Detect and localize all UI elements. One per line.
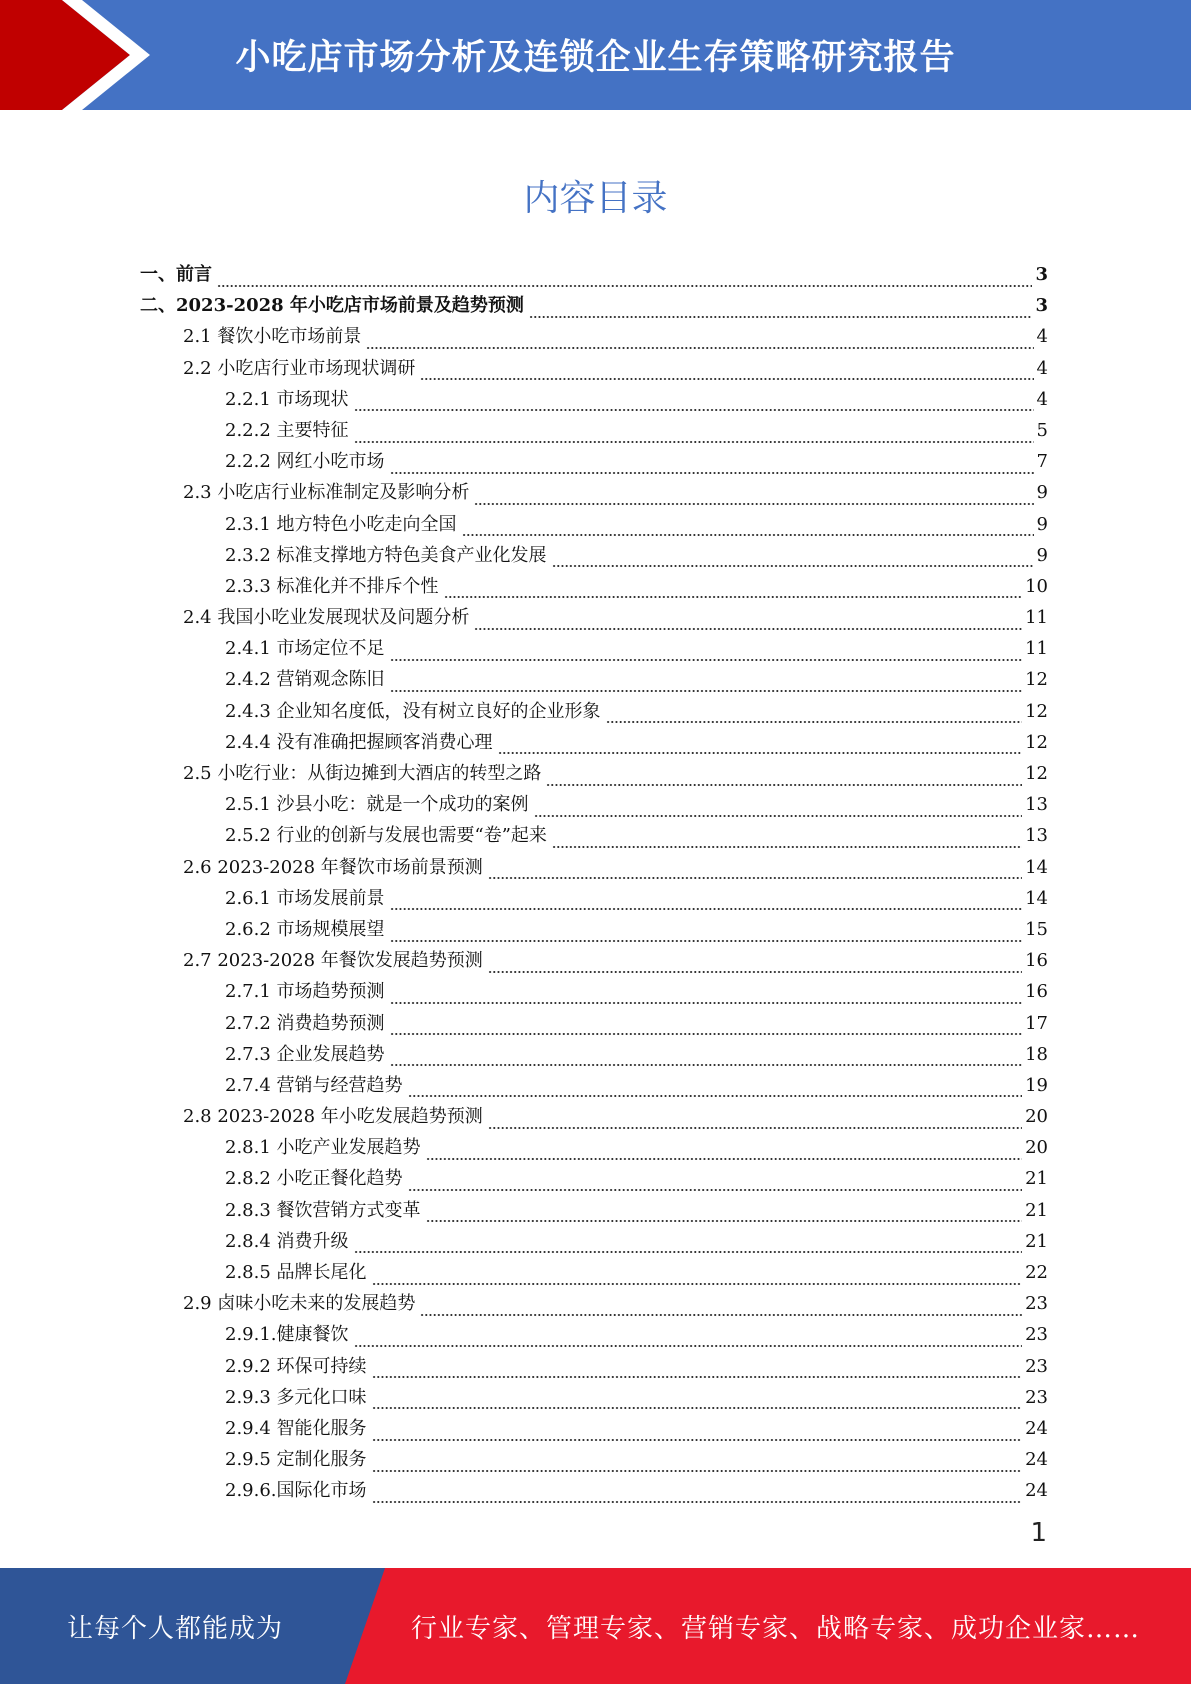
page-number: 1: [1030, 1518, 1047, 1548]
toc-entry-title: 2.6 2023-2028 年餐饮市场前景预测: [183, 856, 483, 878]
dot-leader: [390, 987, 1023, 1005]
toc-entry-title: 2.2.2 主要特征: [225, 419, 349, 441]
dot-leader: [390, 675, 1023, 693]
toc-entry-title: 2.5.2 行业的创新与发展也需要“卷”起来: [225, 825, 547, 847]
toc-entry-page: 7: [1036, 451, 1048, 473]
toc-entry-page: 24: [1025, 1417, 1048, 1439]
dot-leader: [217, 270, 1032, 288]
toc-entry[interactable]: [140, 1132, 1048, 1163]
toc-entry[interactable]: [140, 1351, 1048, 1382]
toc-entry-page: 3: [1035, 295, 1048, 317]
toc-entry-title: 一、前言: [140, 264, 212, 285]
dot-leader: [390, 1049, 1023, 1067]
toc-entry-page: 18: [1025, 1043, 1048, 1065]
toc-entry[interactable]: [140, 883, 1048, 914]
toc-entry-title: 2.8.5 品牌长尾化: [225, 1262, 367, 1283]
dot-leader: [372, 1455, 1023, 1473]
toc-entry-page: 16: [1025, 950, 1048, 972]
toc-entry-title: 2.8.4 消费升级: [225, 1230, 349, 1252]
page-header: [0, 0, 1191, 110]
toc-entry[interactable]: [140, 1382, 1048, 1413]
toc-entry-page: 14: [1025, 856, 1048, 878]
toc-entry-title: 2.6.2 市场规模展望: [225, 918, 385, 940]
toc-entry-title: 2.7.1 市场趋势预测: [225, 981, 385, 1003]
toc-entry-page: 24: [1025, 1449, 1048, 1471]
toc-entry-page: 17: [1025, 1012, 1048, 1034]
toc-entry-page: 9: [1036, 513, 1048, 535]
toc-entry-page: 12: [1025, 700, 1048, 722]
dot-leader: [372, 1268, 1023, 1286]
toc-entry-page: 12: [1025, 669, 1048, 691]
toc-entry-page: 19: [1025, 1074, 1048, 1096]
toc-entry-page: 4: [1036, 326, 1048, 348]
toc-entry[interactable]: [140, 945, 1048, 976]
toc-entry-title: 2.7 2023-2028 年餐饮发展趋势预测: [183, 950, 483, 972]
toc-entry-title: 2.9.2 环保可持续: [225, 1355, 367, 1377]
dot-leader: [529, 301, 1033, 319]
toc-entry[interactable]: [140, 1288, 1048, 1319]
toc-entry-title: 2.4 我国小吃业发展现状及问题分析: [183, 607, 470, 629]
toc-entry-page: 13: [1025, 825, 1048, 847]
toc-entry-page: 20: [1025, 1137, 1048, 1159]
dot-leader: [534, 800, 1023, 818]
toc-entry[interactable]: [140, 290, 1048, 321]
toc-entry[interactable]: [140, 353, 1048, 384]
toc-entry-title: 2.7.4 营销与经营趋势: [225, 1074, 403, 1096]
toc-entry[interactable]: [140, 727, 1048, 758]
dot-leader: [426, 1143, 1023, 1161]
toc-entry[interactable]: [140, 477, 1048, 508]
toc-entry[interactable]: [140, 1008, 1048, 1039]
toc-entry-page: 11: [1025, 607, 1048, 629]
toc-entry-title: 2.5 小吃行业：从街边摊到大酒店的转型之路: [183, 763, 542, 784]
toc-entry-page: 10: [1025, 575, 1048, 597]
dot-leader: [498, 737, 1023, 755]
toc-entry-page: 20: [1025, 1106, 1048, 1128]
toc-entry-page: 21: [1025, 1168, 1048, 1190]
toc-entry-page: 3: [1035, 264, 1048, 285]
toc-entry-title: 2.4.3 企业知名度低，没有树立良好的企业形象: [225, 700, 601, 722]
dot-leader: [546, 769, 1022, 787]
toc-entry[interactable]: [140, 976, 1048, 1007]
toc-entry-title: 2.5.1 沙县小吃：就是一个成功的案例: [225, 794, 529, 816]
toc-entry[interactable]: [140, 820, 1048, 851]
toc-entry[interactable]: [140, 540, 1048, 571]
toc-entry-page: 12: [1025, 763, 1048, 784]
toc-entry[interactable]: [140, 1319, 1048, 1350]
toc-entry-page: 21: [1025, 1230, 1048, 1252]
dot-leader: [488, 862, 1022, 880]
toc-entry-page: 22: [1025, 1262, 1048, 1283]
toc-heading: 内容目录: [523, 178, 668, 219]
toc-entry-title: 2.8.1 小吃产业发展趋势: [225, 1137, 421, 1159]
toc-entry-title: 2.4.2 营销观念陈旧: [225, 669, 385, 691]
dot-leader: [420, 363, 1033, 381]
footer-slogan-right: 行业专家、管理专家、营销专家、战略专家、成功企业家……: [410, 1613, 1140, 1644]
toc-entry[interactable]: [140, 1475, 1048, 1506]
toc-entry[interactable]: [140, 633, 1048, 664]
dot-leader: [488, 956, 1022, 974]
toc-entry[interactable]: [140, 789, 1048, 820]
dot-leader: [488, 1112, 1022, 1130]
toc-entry-page: 4: [1036, 388, 1048, 410]
dot-leader: [354, 1236, 1023, 1254]
toc-entry-page: 4: [1036, 357, 1048, 379]
toc-entry-page: 15: [1025, 918, 1048, 940]
dot-leader: [474, 613, 1022, 631]
dot-leader: [354, 426, 1034, 444]
toc-entry-title: 2.2.2 网红小吃市场: [225, 451, 385, 473]
report-title: 小吃店市场分析及连锁企业生存策略研究报告: [235, 38, 956, 78]
dot-leader: [408, 1174, 1023, 1192]
toc-entry-page: 5: [1036, 419, 1048, 441]
toc-entry-page: 21: [1025, 1199, 1048, 1221]
toc-entry-title: 2.8 2023-2028 年小吃发展趋势预测: [183, 1106, 483, 1128]
dot-leader: [606, 706, 1023, 724]
toc-entry-title: 2.9 卤味小吃未来的发展趋势: [183, 1293, 416, 1315]
dot-leader: [372, 1361, 1023, 1379]
toc-entry-page: 16: [1025, 981, 1048, 1003]
toc-entry-title: 2.6.1 市场发展前景: [225, 887, 385, 909]
toc-entry-title: 2.3.3 标准化并不排斥个性: [225, 575, 439, 597]
table-of-contents: [140, 259, 1048, 1507]
toc-entry-page: 13: [1025, 794, 1048, 816]
dot-leader: [390, 457, 1034, 475]
toc-entry-title: 2.2.1 市场现状: [225, 388, 349, 410]
toc-entry-title: 2.7.3 企业发展趋势: [225, 1043, 385, 1065]
toc-entry[interactable]: [140, 415, 1048, 446]
toc-entry[interactable]: [140, 509, 1048, 540]
dot-leader: [366, 332, 1033, 350]
dot-leader: [408, 1080, 1023, 1098]
toc-entry[interactable]: [140, 446, 1048, 477]
toc-entry-title: 2.4.1 市场定位不足: [225, 638, 385, 660]
toc-entry[interactable]: [140, 1101, 1048, 1132]
toc-entry-page: 24: [1025, 1480, 1048, 1502]
toc-entry[interactable]: [140, 758, 1048, 789]
dot-leader: [552, 550, 1034, 568]
toc-entry[interactable]: [140, 1226, 1048, 1257]
toc-entry[interactable]: [140, 1039, 1048, 1070]
toc-entry-title: 2.9.1.健康餐饮: [225, 1324, 349, 1346]
toc-entry-title: 2.9.6.国际化市场: [225, 1480, 367, 1502]
toc-entry[interactable]: [140, 1163, 1048, 1194]
toc-entry[interactable]: [140, 259, 1048, 290]
toc-entry-title: 2.3 小吃店行业标准制定及影响分析: [183, 482, 470, 504]
dot-leader: [444, 581, 1023, 599]
toc-entry-title: 2.3.1 地方特色小吃走向全国: [225, 513, 457, 535]
toc-entry-page: 23: [1025, 1324, 1048, 1346]
dot-leader: [474, 488, 1033, 506]
toc-entry[interactable]: [140, 1257, 1048, 1288]
toc-entry[interactable]: [140, 571, 1048, 602]
toc-entry[interactable]: [140, 1195, 1048, 1226]
dot-leader: [390, 644, 1023, 662]
toc-entry-page: 12: [1025, 731, 1048, 753]
toc-entry-title: 二、2023-2028 年小吃店市场前景及趋势预测: [140, 295, 524, 317]
dot-leader: [426, 1205, 1023, 1223]
toc-entry-title: 2.8.2 小吃正餐化趋势: [225, 1168, 403, 1190]
toc-entry-page: 11: [1025, 638, 1048, 660]
dot-leader: [390, 1018, 1023, 1036]
toc-entry-title: 2.1 餐饮小吃市场前景: [183, 326, 362, 348]
toc-entry-page: 23: [1025, 1386, 1048, 1408]
toc-entry[interactable]: [140, 696, 1048, 727]
toc-entry-page: 23: [1025, 1293, 1048, 1315]
toc-entry[interactable]: [140, 1413, 1048, 1444]
toc-entry-title: 2.9.5 定制化服务: [225, 1449, 367, 1471]
toc-entry-title: 2.9.3 多元化口味: [225, 1386, 367, 1408]
dot-leader: [420, 1299, 1022, 1317]
page-footer: [0, 1568, 1191, 1684]
toc-entry[interactable]: [140, 321, 1048, 352]
dot-leader: [390, 925, 1023, 943]
header-arrow-decoration: [0, 0, 160, 110]
toc-entry-title: 2.2 小吃店行业市场现状调研: [183, 357, 416, 379]
toc-entry[interactable]: [140, 664, 1048, 695]
toc-entry-title: 2.8.3 餐饮营销方式变革: [225, 1199, 421, 1221]
toc-entry-page: 9: [1036, 544, 1048, 566]
toc-entry[interactable]: [140, 1070, 1048, 1101]
dot-leader: [372, 1392, 1023, 1410]
toc-entry-page: 14: [1025, 887, 1048, 909]
dot-leader: [354, 1330, 1023, 1348]
dot-leader: [390, 893, 1023, 911]
toc-entry-title: 2.9.4 智能化服务: [225, 1417, 367, 1439]
toc-entry[interactable]: [140, 1444, 1048, 1475]
toc-entry[interactable]: [140, 852, 1048, 883]
dot-leader: [462, 519, 1034, 537]
dot-leader: [552, 831, 1022, 849]
toc-entry-title: 2.7.2 消费趋势预测: [225, 1012, 385, 1034]
toc-entry-page: 9: [1036, 482, 1048, 504]
dot-leader: [372, 1486, 1023, 1504]
dot-leader: [354, 394, 1034, 412]
toc-entry-title: 2.4.4 没有准确把握顾客消费心理: [225, 731, 493, 753]
toc-entry[interactable]: [140, 602, 1048, 633]
toc-entry[interactable]: [140, 384, 1048, 415]
toc-entry-title: 2.3.2 标准支撑地方特色美食产业化发展: [225, 544, 547, 566]
footer-slogan-left: 让每个人都能成为: [66, 1613, 283, 1644]
dot-leader: [372, 1424, 1023, 1442]
toc-entry-page: 23: [1025, 1355, 1048, 1377]
toc-entry[interactable]: [140, 914, 1048, 945]
